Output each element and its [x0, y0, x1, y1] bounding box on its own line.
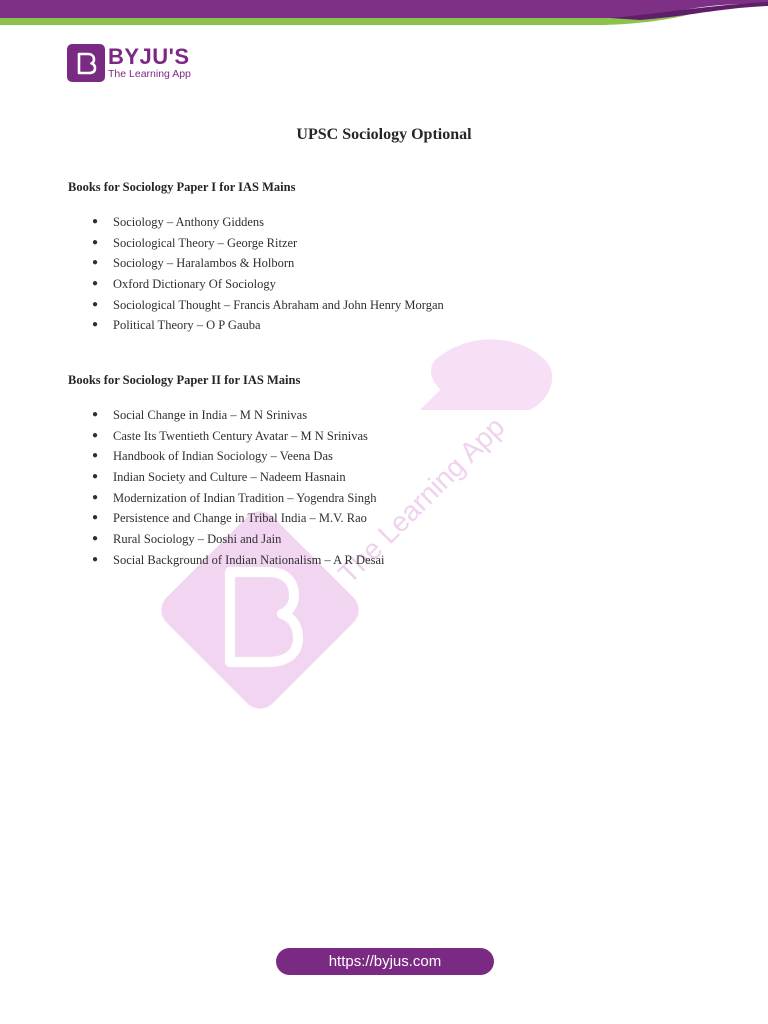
bullet-icon: ● — [92, 491, 99, 503]
book-title: Oxford Dictionary Of Sociology — [113, 277, 276, 292]
book-title: Social Background of Indian Nationalism – A R Desai — [113, 552, 385, 567]
bullet-icon: ● — [92, 236, 99, 248]
bullet-icon: ● — [92, 278, 99, 290]
list-item — [92, 253, 444, 274]
bullet-icon: ● — [92, 471, 99, 483]
list-item — [92, 274, 444, 295]
bullet-icon: ● — [92, 257, 99, 269]
book-title: Sociological Theory – George Ritzer — [113, 235, 298, 250]
list-item — [92, 550, 384, 571]
list-item — [92, 467, 384, 488]
bullet-icon: ● — [92, 216, 99, 227]
list-item — [92, 315, 444, 336]
list-item — [92, 488, 384, 509]
book-title: Rural Sociology – Doshi and Jain — [113, 532, 282, 547]
book-title: Sociological Thought – Francis Abraham and John Henry Morgan — [113, 297, 444, 312]
bullet-icon: ● — [92, 429, 99, 441]
list-item — [92, 529, 384, 550]
list-item — [92, 405, 384, 426]
website-link-button[interactable]: https://byjus.com — [276, 948, 494, 975]
bullet-icon: ● — [92, 553, 99, 565]
section-heading-paper-2: Books for Sociology Paper II for IAS Mains — [68, 373, 301, 387]
book-title: Persistence and Change in Tribal India – M.V. Rao — [113, 511, 367, 526]
book-title: Sociology – Anthony Giddens — [113, 215, 265, 229]
book-title: Handbook of Indian Sociology – Veena Das — [113, 449, 333, 464]
section-heading-paper-1: Books for Sociology Paper I for IAS Mains — [68, 180, 296, 194]
bullet-icon: ● — [92, 298, 99, 310]
page-title: UPSC Sociology Optional — [296, 126, 472, 143]
bullet-icon: ● — [92, 450, 99, 462]
bullet-icon: ● — [92, 319, 99, 331]
logo-tagline: The Learning App — [108, 67, 191, 80]
list-item — [92, 233, 444, 254]
list-item — [92, 508, 384, 529]
book-title: Modernization of Indian Tradition – Yogendra Singh — [113, 490, 377, 505]
book-list-paper-1 — [92, 212, 444, 336]
list-item — [92, 446, 384, 467]
list-item — [92, 295, 444, 316]
watermark-text: The Learning App — [332, 411, 511, 590]
byjus-logo-icon — [67, 44, 105, 82]
list-item — [92, 426, 384, 447]
bullet-icon: ● — [92, 512, 99, 524]
logo-brand-name: BYJU'S — [108, 43, 190, 69]
book-list-paper-2 — [92, 405, 384, 571]
book-title: Political Theory – O P Gauba — [113, 318, 261, 333]
byjus-logo — [67, 44, 191, 82]
bullet-icon: ● — [92, 533, 99, 545]
book-title: Sociology – Haralambos & Holborn — [113, 256, 295, 271]
book-title: Caste Its Twentieth Century Avatar – M N Srinivas — [113, 428, 368, 443]
bullet-icon: ● — [92, 409, 99, 420]
book-title: Indian Society and Culture – Nadeem Hasnain — [113, 470, 346, 485]
list-item — [92, 212, 444, 233]
book-title: Social Change in India – M N Srinivas — [113, 408, 308, 422]
header-band — [0, 0, 768, 30]
